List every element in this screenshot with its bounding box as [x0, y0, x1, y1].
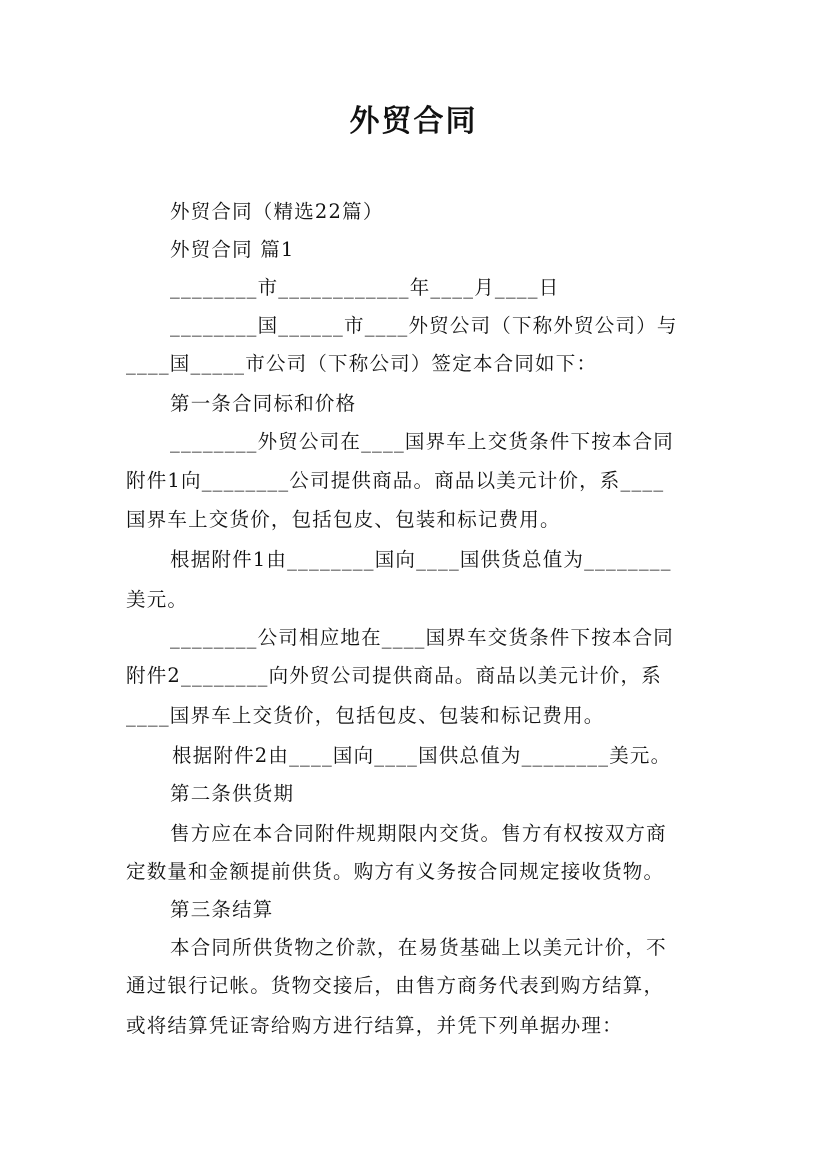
document-title: 外贸合同 — [349, 104, 478, 139]
text-line: 或将结算凭证寄给购方进行结算，并凭下列单据办理： — [126, 1014, 623, 1037]
section-heading: 第三条结算 — [170, 898, 274, 921]
text-line: 附件2________向外贸公司提供商品。商品以美元计价，系 — [126, 664, 662, 687]
text-line: ________公司相应地在____国界车交货条件下按本合同 — [170, 626, 675, 649]
section-heading: 第一条合同标和价格 — [170, 392, 357, 415]
section-heading: 第二条供货期 — [170, 782, 295, 805]
text-line: ________国______市____外贸公司（下称外贸公司）与 — [170, 314, 678, 337]
text-line: 通过银行记帐。货物交接后，由售方商务代表到购方结算， — [126, 974, 665, 997]
text-line: 本合同所供货物之价款，在易货基础上以美元计价，不 — [170, 936, 667, 959]
text-line: ____国_____市公司（下称公司）签定本合同如下： — [126, 352, 598, 375]
text-line: 外贸合同（精选22篇） — [170, 200, 384, 223]
text-line: 售方应在本合同附件规期限内交货。售方有权按双方商 — [170, 822, 667, 845]
text-line: ________外贸公司在____国界车上交货条件下按本合同 — [170, 430, 675, 453]
text-line: 外贸合同 篇1 — [170, 238, 295, 261]
text-line: 美元。 — [126, 588, 189, 611]
text-line: ____国界车上交货价，包括包皮、包装和标记费用。 — [126, 704, 605, 727]
text-line: 附件1向________公司提供商品。商品以美元计价，系____ — [126, 469, 665, 492]
text-line: 根据附件2由____国向____国供总值为________美元。 — [172, 744, 672, 767]
text-line: 定数量和金额提前供货。购方有义务按合同规定接收货物。 — [126, 860, 665, 883]
text-line: 国界车上交货价，包括包皮、包装和标记费用。 — [126, 508, 561, 531]
text-line: ________市____________年____月____日 — [170, 276, 560, 299]
text-line: 根据附件1由________国向____国供货总值为________ — [170, 548, 672, 571]
